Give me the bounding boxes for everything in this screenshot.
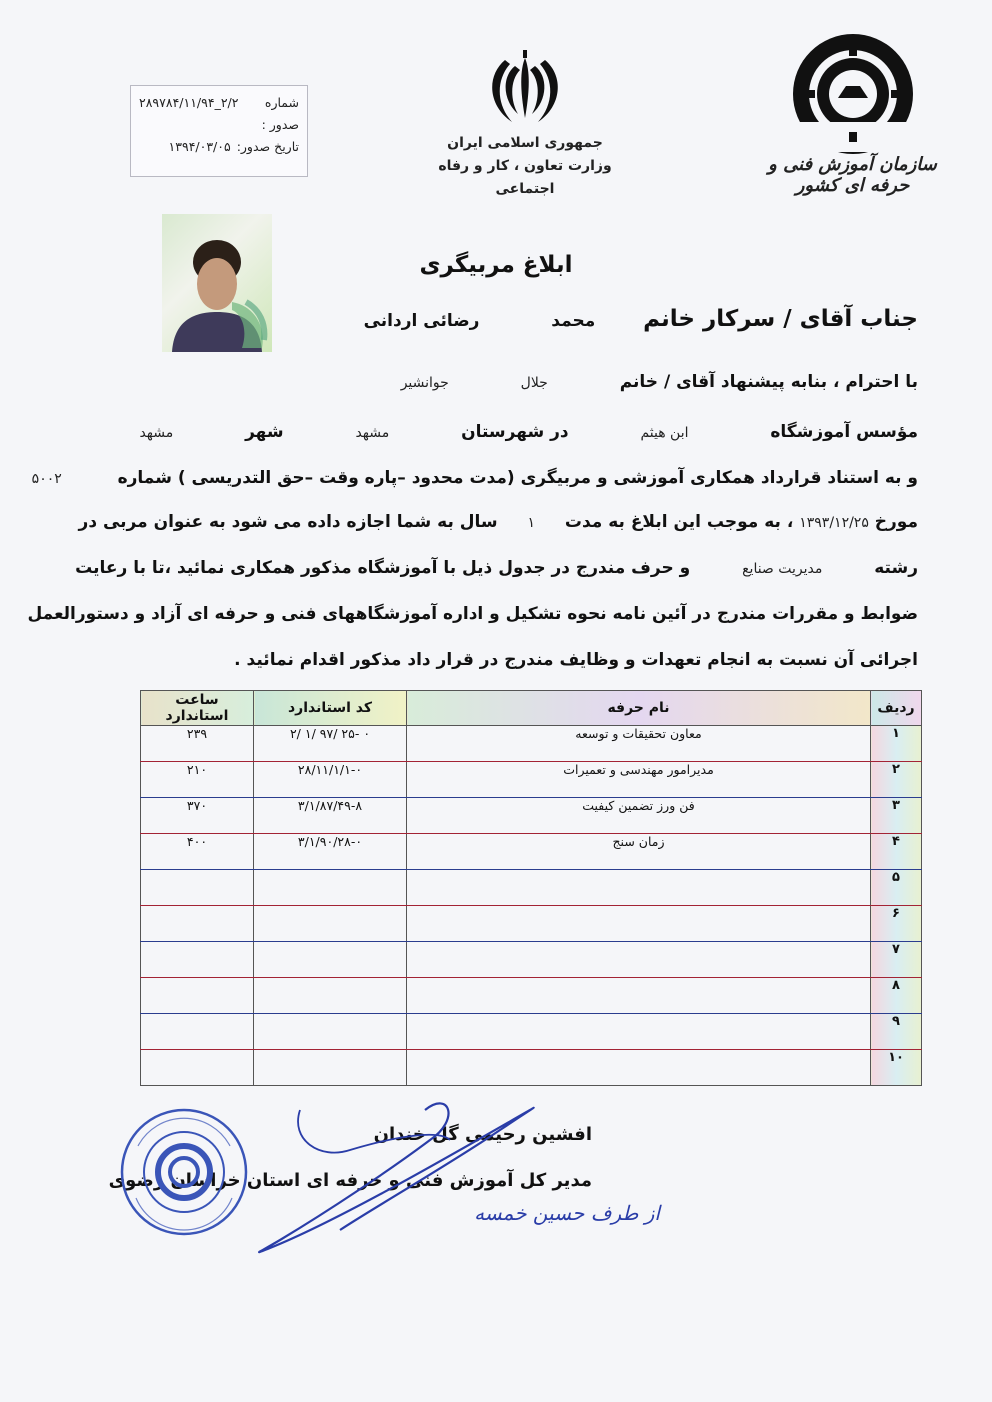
row-number: ۸ (871, 978, 922, 1014)
proposer-first-name: جلال (520, 375, 548, 391)
signatory-name: افشین رحیمی گل خندان (373, 1124, 592, 1145)
proposal-line (401, 372, 918, 392)
row-number: ۶ (871, 906, 922, 942)
standard-code-cell: ۰ -۲۵ /۹۷ /۱ /۲ (254, 726, 407, 762)
field-text: و حرف مندرج در جدول ذیل با آموزشگاه مذکور همکاری نمائید ،تا با رعایت (75, 558, 691, 578)
table-row (141, 978, 922, 1014)
header-standard-hours: ساعت استاندارد (141, 691, 254, 726)
organization-name: سازمان آموزش فنی و حرفه ای کشور (768, 154, 937, 196)
table-row (141, 870, 922, 906)
field-value: مدیریت صنایع (742, 561, 823, 577)
issue-number-value: ۲/۲_۲۸۹۷۸۴/۱۱/۹۴ (139, 95, 239, 110)
header-ministry-block (420, 132, 630, 201)
proposal-label: با احترام ، بنابه پیشنهاد آقای / خانم (619, 372, 918, 392)
addressee-last-name: رضائی اردانی (363, 311, 480, 331)
standard-hours-cell: ۴۰۰ (141, 834, 254, 870)
contract-date: ۱۳۹۳/۱۲/۲۵ (799, 515, 869, 531)
dated-text-b: سال به شما اجازه داده می شود به عنوان مربی در (78, 512, 498, 532)
table-row (141, 834, 922, 870)
trade-name-cell: مدیرامور مهندسی و تعمیرات (407, 762, 871, 798)
standard-hours-cell (141, 1014, 254, 1050)
trade-name-cell (407, 978, 871, 1014)
row-number: ۹ (871, 1014, 922, 1050)
trade-name-cell: زمان سنج (407, 834, 871, 870)
row-number: ۴ (871, 834, 922, 870)
handwritten-note (474, 1190, 670, 1270)
table-row (141, 942, 922, 978)
table-row (141, 1014, 922, 1050)
city-value: مشهد (139, 425, 174, 441)
row-number: ۳ (871, 798, 922, 834)
standard-hours-cell (141, 870, 254, 906)
contract-line (32, 468, 918, 488)
standard-hours-cell (141, 906, 254, 942)
table-row (141, 762, 922, 798)
final-line (234, 650, 918, 670)
standard-code-cell (254, 1014, 407, 1050)
trade-name-cell: معاون تحقیقات و توسعه (407, 726, 871, 762)
standard-hours-cell (141, 942, 254, 978)
header-standard-code: کد استاندارد (254, 691, 407, 726)
standard-hours-cell: ۲۱۰ (141, 762, 254, 798)
table-row (141, 798, 922, 834)
dated-line (79, 512, 918, 532)
dated-text-a: ، به موجب این ابلاغ به مدت (564, 512, 794, 532)
institute-label: مؤسس آموزشگاه (770, 422, 918, 442)
issue-info-box (130, 85, 308, 177)
trade-name-cell (407, 906, 871, 942)
issue-number-label: شماره صدور : (261, 95, 299, 132)
standard-code-cell (254, 942, 407, 978)
rules-text: ضوابط و مقررات مندرج در آئین نامه نحوه تشکیل و اداره آموزشگاههای فنی و حرفه ای آزاد و دستورالعمل (27, 604, 918, 624)
iran-emblem-icon (480, 48, 570, 128)
organization-logo-icon (786, 32, 921, 167)
signatory-title: مدیر کل آموزش فنی و حرفه ای استان خراسان رضوی (108, 1170, 592, 1191)
trades-table (140, 690, 922, 1086)
addressee-line (364, 306, 918, 332)
document-title: ابلاغ مربیگری (419, 252, 573, 278)
field-line (75, 558, 918, 578)
county-value: مشهد (355, 425, 390, 441)
standard-code-cell (254, 906, 407, 942)
trade-name-cell (407, 1014, 871, 1050)
standard-hours-cell: ۲۳۹ (141, 726, 254, 762)
standard-code-cell: ۳/۱/۸۷/۴۹-۸ (254, 798, 407, 834)
trade-name-cell (407, 942, 871, 978)
contract-number: ۵۰۰۲ (31, 471, 62, 487)
table-row (141, 906, 922, 942)
handwritten-note-text: از طرف حسین خمسه (474, 1201, 660, 1225)
issue-date-value: ۱۳۹۴/۰۳/۰۵ (168, 139, 231, 154)
contract-text: و به استناد قرارداد همکاری آموزشی و مربیگری (مدت محدود –پاره وقت –حق التدریسی ) شماره (117, 468, 918, 488)
standard-code-cell: ۳/۱/۹۰/۲۸-۰ (254, 834, 407, 870)
row-number: ۱۰ (871, 1050, 922, 1086)
proposer-last-name: جوانشیر (400, 375, 449, 391)
field-label: رشته (874, 558, 918, 578)
addressee-label: جناب آقای / سرکار خانم (643, 306, 918, 332)
duration-years: ۱ (527, 515, 536, 531)
standard-code-cell: ۲۸/۱۱/۱/۱-۰ (254, 762, 407, 798)
county-label: در شهرستان (461, 422, 569, 442)
ministry-title: وزارت تعاون ، کار و رفاه اجتماعی (438, 158, 612, 197)
city-label: شهر (245, 422, 284, 442)
dated-label: مورخ (874, 512, 918, 532)
rules-line (28, 604, 919, 624)
trade-name-cell: فن ورز تضمین کیفیت (407, 798, 871, 834)
standard-code-cell (254, 978, 407, 1014)
standard-hours-cell: ۳۷۰ (141, 798, 254, 834)
row-number: ۷ (871, 942, 922, 978)
final-text: اجرائی آن نسبت به انجام تعهدات و وظایف مندرج در قرار داد مذکور اقدام نمائید . (234, 650, 918, 670)
signature-scribble (200, 1080, 560, 1280)
row-number: ۱ (871, 726, 922, 762)
issue-date-label: تاریخ صدور: (236, 139, 299, 154)
row-number: ۵ (871, 870, 922, 906)
standard-hours-cell (141, 978, 254, 1014)
header-trade-name: نام حرفه (407, 691, 871, 726)
republic-title: جمهوری اسلامی ایران (447, 135, 603, 151)
trainer-photo (162, 214, 272, 352)
row-number: ۲ (871, 762, 922, 798)
header-radif: ردیف (871, 691, 922, 726)
institute-name: ابن هیثم (640, 425, 689, 441)
institute-line (139, 422, 918, 442)
addressee-first-name: محمد (551, 311, 596, 331)
trade-name-cell (407, 870, 871, 906)
table-row (141, 726, 922, 762)
standard-code-cell (254, 870, 407, 906)
